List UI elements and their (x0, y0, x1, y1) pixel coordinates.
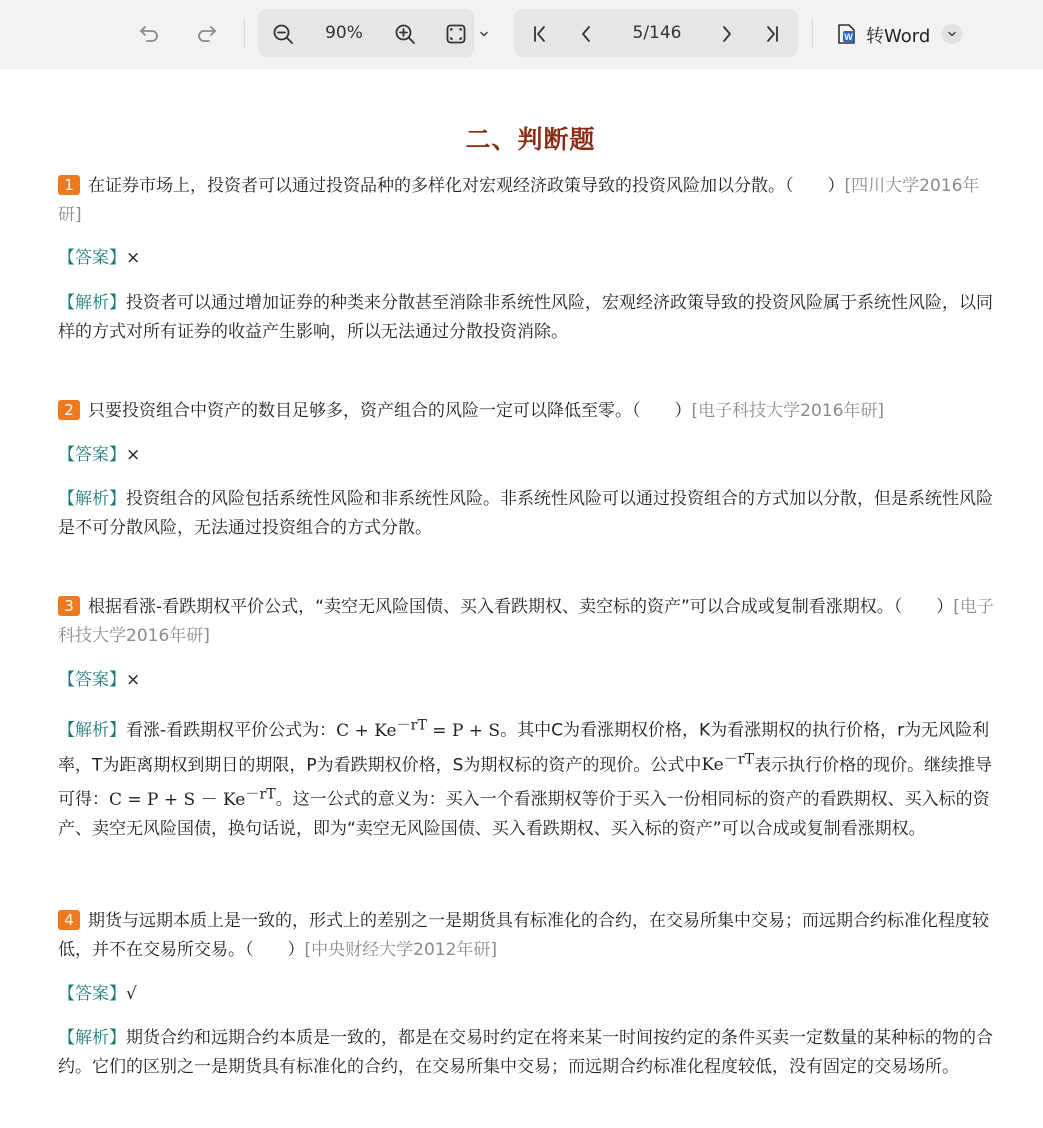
answer-value: × (126, 670, 141, 690)
analysis-text: 。其中C为看涨期权价格，K为看涨期权的执行价格，r为无风险利率，T为距离期权到期日的期限，P为看跌期权价格，S为期权标的资产的现价。公式中 (58, 720, 990, 776)
analysis-3 (58, 711, 1003, 844)
answer-4 (58, 980, 1003, 1009)
question-text: 根据看涨-看跌期权平价公式，“卖空无风险国债、买入看跌期权、卖空标的资产”可以合成或复制看涨期权。（ ） (88, 597, 954, 617)
answer-tag: 【答案】 (58, 445, 126, 465)
question-text: 在证券市场上，投资者可以通过投资品种的多样化对宏观经济政策导致的投资风险加以分散。（ ） (88, 176, 845, 196)
answer-tag: 【答案】 (58, 248, 126, 268)
question-4 (58, 907, 1003, 965)
word-document-icon (834, 22, 858, 46)
question-2 (58, 397, 1003, 426)
answer-3 (58, 666, 1003, 695)
prev-page-button[interactable] (573, 20, 599, 48)
last-page-button[interactable] (759, 20, 785, 48)
question-number-badge: 2 (58, 400, 80, 420)
question-source: [中央财经大学2012年研] (304, 940, 498, 960)
chevron-down-icon (947, 29, 957, 39)
question-text: 只要投资组合中资产的数目足够多，资产组合的风险一定可以降低至零。（ ） (88, 401, 692, 421)
answer-1 (58, 244, 1003, 273)
question-source: [电子科技大学2016年研] (691, 401, 885, 421)
convert-to-word-label[interactable]: 转Word (866, 26, 931, 47)
analysis-text: 。这一公式的意义为：买入一个看涨期权等价于买入一份相同标的资产的看跌期权、买入标的资产、卖空无风险国债，换句话说，即为“卖空无风险国债、买入看跌期权、买入标的资产”可以合成或复制看涨期权。 (58, 789, 990, 839)
analysis-1 (58, 289, 1003, 347)
svg-text:W: W (844, 32, 853, 42)
toolbar-divider (812, 18, 813, 48)
last-page-icon (761, 23, 783, 45)
first-page-icon (529, 23, 551, 45)
analysis-text: 投资组合的风险包括系统性风险和非系统性风险。非系统性风险可以通过投资组合的方式加以分散，但是系统性风险是不可分散风险，无法通过投资组合的方式分散。 (58, 489, 993, 538)
first-page-button[interactable] (527, 20, 553, 48)
next-page-button[interactable] (714, 20, 740, 48)
redo-icon (195, 22, 219, 46)
analysis-2 (58, 485, 1003, 543)
zoom-in-icon (393, 22, 417, 46)
analysis-tag: 【解析】 (58, 293, 126, 313)
document-page (0, 69, 1043, 1128)
question-1 (58, 172, 1003, 230)
chevron-down-icon (479, 29, 489, 39)
formula-call-parity: $C + Ke^{-rT} = P + S$ (336, 717, 501, 741)
analysis-text: 表示执行价格的现价。继续推导可得： (58, 755, 993, 810)
formula-derived: $C = P + S - Ke^{-rT}$ (109, 786, 276, 810)
analysis-tag: 【解析】 (58, 1028, 126, 1048)
convert-options-dropdown[interactable] (942, 24, 962, 44)
answer-value: × (126, 445, 141, 465)
analysis-text: 看涨-看跌期权平价公式为： (126, 720, 337, 741)
zoom-out-icon (271, 22, 295, 46)
analysis-4 (58, 1024, 1003, 1082)
convert-to-word-button[interactable] (833, 20, 859, 48)
formula-present-value: $Ke^{-rT}$ (701, 751, 755, 776)
zoom-level[interactable]: 90% (325, 23, 363, 43)
zoom-in-button[interactable] (391, 20, 419, 48)
question-3 (58, 593, 1003, 651)
question-number-badge: 4 (58, 910, 80, 930)
chevron-right-icon (716, 23, 738, 45)
zoom-out-button[interactable] (269, 20, 297, 48)
question-text: 期货与远期本质上是一致的，形式上的差别之一是期货具有标准化的合约，在交易所集中交易；而远期合约标准化程度较低，并不在交易所交易。（ ） (58, 911, 989, 960)
analysis-text: 投资者可以通过增加证券的种类来分散甚至消除非系统性风险，宏观经济政策导致的投资风险属于系统性风险，以同样的方式对所有证券的收益产生影响，所以无法通过分散投资消除。 (58, 293, 993, 342)
question-source: [电子科技大学2016年研] (58, 597, 994, 646)
redo-button[interactable] (192, 20, 222, 48)
undo-button[interactable] (134, 20, 164, 48)
answer-2 (58, 441, 1003, 470)
pdf-toolbar (0, 0, 1043, 69)
question-number-badge: 3 (58, 596, 80, 616)
analysis-text: 期货合约和远期合约本质是一致的，都是在交易时约定在将来某一时间按约定的条件买卖一定数量的某种标的物的合约。它们的区别之一是期货具有标准化的合约，在交易所集中交易；而远期合约标准化程度较低，没有固定的交易场所。 (58, 1028, 993, 1077)
chevron-left-icon (575, 23, 597, 45)
fit-page-button[interactable] (442, 20, 470, 48)
answer-tag: 【答案】 (58, 984, 126, 1004)
question-number-badge: 1 (58, 175, 80, 195)
undo-icon (137, 22, 161, 46)
page-indicator[interactable]: 5/146 (632, 23, 682, 43)
section-title: 二、判断题 (465, 125, 596, 154)
answer-value: √ (126, 984, 137, 1004)
fit-options-dropdown[interactable] (476, 26, 492, 42)
analysis-tag: 【解析】 (58, 489, 126, 509)
answer-tag: 【答案】 (58, 670, 126, 690)
fit-screen-icon (444, 22, 468, 46)
answer-value: × (126, 248, 141, 268)
question-source: [四川大学2016年研] (58, 176, 980, 225)
analysis-tag: 【解析】 (58, 720, 126, 741)
toolbar-divider (244, 18, 245, 48)
